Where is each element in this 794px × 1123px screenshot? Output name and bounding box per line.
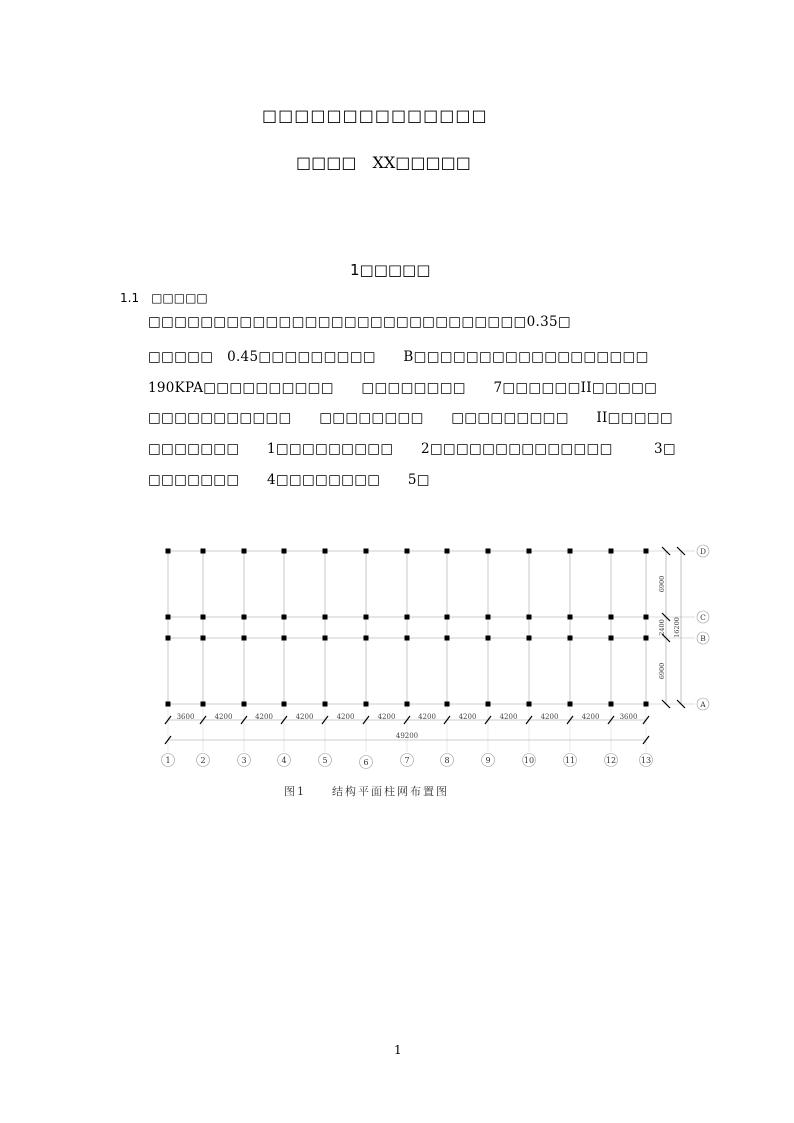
paragraph-line: □□□□□□□ 1□□□□□□□□□ 2□□□□□□□□□□□□□□ 3□ [148,441,676,457]
row-dimension-label: 6900 [658,662,666,680]
column-marker [201,549,206,554]
column-marker [445,636,450,641]
bay-dimension-label: 4200 [581,713,600,721]
column-marker [486,702,491,707]
column-marker [323,636,328,641]
structural-column-grid-plan [0,530,794,780]
column-marker [486,636,491,641]
axis-number-label: 12 [605,756,617,765]
paragraph-line: □□□□□ 0.45□□□□□□□□□ B□□□□□□□□□□□□□□□□□□ [148,349,649,365]
column-marker [201,702,206,707]
bay-dimension-label: 4200 [418,713,436,721]
column-marker [644,636,649,641]
column-marker [527,615,532,620]
column-marker [644,615,649,620]
column-marker [201,615,206,620]
column-marker [282,549,287,554]
column-marker [282,702,287,707]
axis-number-label: 4 [281,756,287,765]
column-marker [644,549,649,554]
column-marker [364,702,369,707]
axis-letter-label: B [700,634,706,643]
column-marker [364,615,369,620]
column-marker [527,549,532,554]
bay-dimension-label: 4200 [377,713,396,721]
column-marker [166,702,171,707]
column-marker [568,549,573,554]
column-marker [486,615,491,620]
axis-number-label: 1 [165,756,171,765]
column-marker [323,549,328,554]
bay-dimension-label: 4200 [295,713,314,721]
column-marker [527,702,532,707]
bay-dimension-label: 3600 [619,713,638,721]
section-heading: 1□□□□□ [350,261,431,279]
paragraph-line: □□□□□□□ 4□□□□□□□□ 5□ [148,472,430,488]
column-marker [364,549,369,554]
axis-letter-label: D [699,547,707,556]
column-marker [568,702,573,707]
column-marker [405,702,410,707]
column-marker [242,549,247,554]
paragraph-line: □□□□□□□□□□□□□□□□□□□□□□□□□□□□□0.35□ [148,314,571,330]
axis-number-label: 10 [523,756,535,765]
total-depth-label: 16200 [673,617,681,638]
bay-dimension-label: 4200 [499,713,518,721]
column-marker [609,702,614,707]
total-width-label: 49200 [395,732,419,740]
column-marker [405,615,410,620]
axis-letter-label: A [700,700,706,709]
subsection-heading: 1.1 □□□□□ [120,291,208,305]
column-marker [323,702,328,707]
column-marker [527,636,532,641]
figure-caption: 图1 结构平面柱网布置图 [284,785,449,798]
column-marker [609,549,614,554]
axis-number-label: 11 [564,756,576,765]
column-marker [609,615,614,620]
column-marker [282,636,287,641]
column-marker [445,702,450,707]
document-title-line1: □□□□□□□□□□□□□□ [262,106,488,125]
row-dimension-label: 2400 [658,619,666,636]
axis-letter-label: C [700,613,706,622]
bay-dimension-label: 4200 [255,713,273,721]
column-marker [644,702,649,707]
row-dimension-label: 6900 [658,575,666,593]
bay-dimension-label: 3600 [176,713,195,721]
axis-number-label: 8 [444,756,450,765]
axis-number-label: 3 [241,756,247,765]
column-marker [445,549,450,554]
column-marker [242,615,247,620]
axis-number-label: 5 [322,756,328,765]
column-marker [445,615,450,620]
paragraph-line: 190KPA□□□□□□□□□□ □□□□□□□□ 7□□□□□□II□□□□□ [148,380,658,396]
axis-number-label: 7 [404,756,410,765]
column-marker [568,636,573,641]
column-marker [405,549,410,554]
axis-number-label: 6 [363,758,369,767]
column-marker [166,636,171,641]
column-marker [282,615,287,620]
bay-dimension-label: 4200 [458,713,477,721]
bay-dimension-label: 4200 [214,713,233,721]
axis-number-label: 2 [200,756,206,765]
page-number: 1 [394,1043,402,1057]
axis-number-label: 9 [485,756,491,765]
column-marker [323,615,328,620]
column-marker [166,549,171,554]
bay-dimension-label: 4200 [540,713,559,721]
paragraph-line: □□□□□□□□□□□ □□□□□□□□ □□□□□□□□□ II□□□□□ [148,410,673,426]
column-marker [609,636,614,641]
column-marker [568,615,573,620]
column-marker [242,636,247,641]
column-marker [405,636,410,641]
document-title-line2: □□□□ XX□□□□□ [296,153,471,172]
column-marker [486,549,491,554]
bay-dimension-label: 4200 [336,713,355,721]
column-marker [242,702,247,707]
column-marker [364,636,369,641]
column-marker [201,636,206,641]
axis-number-label: 13 [640,756,652,765]
column-marker [166,615,171,620]
